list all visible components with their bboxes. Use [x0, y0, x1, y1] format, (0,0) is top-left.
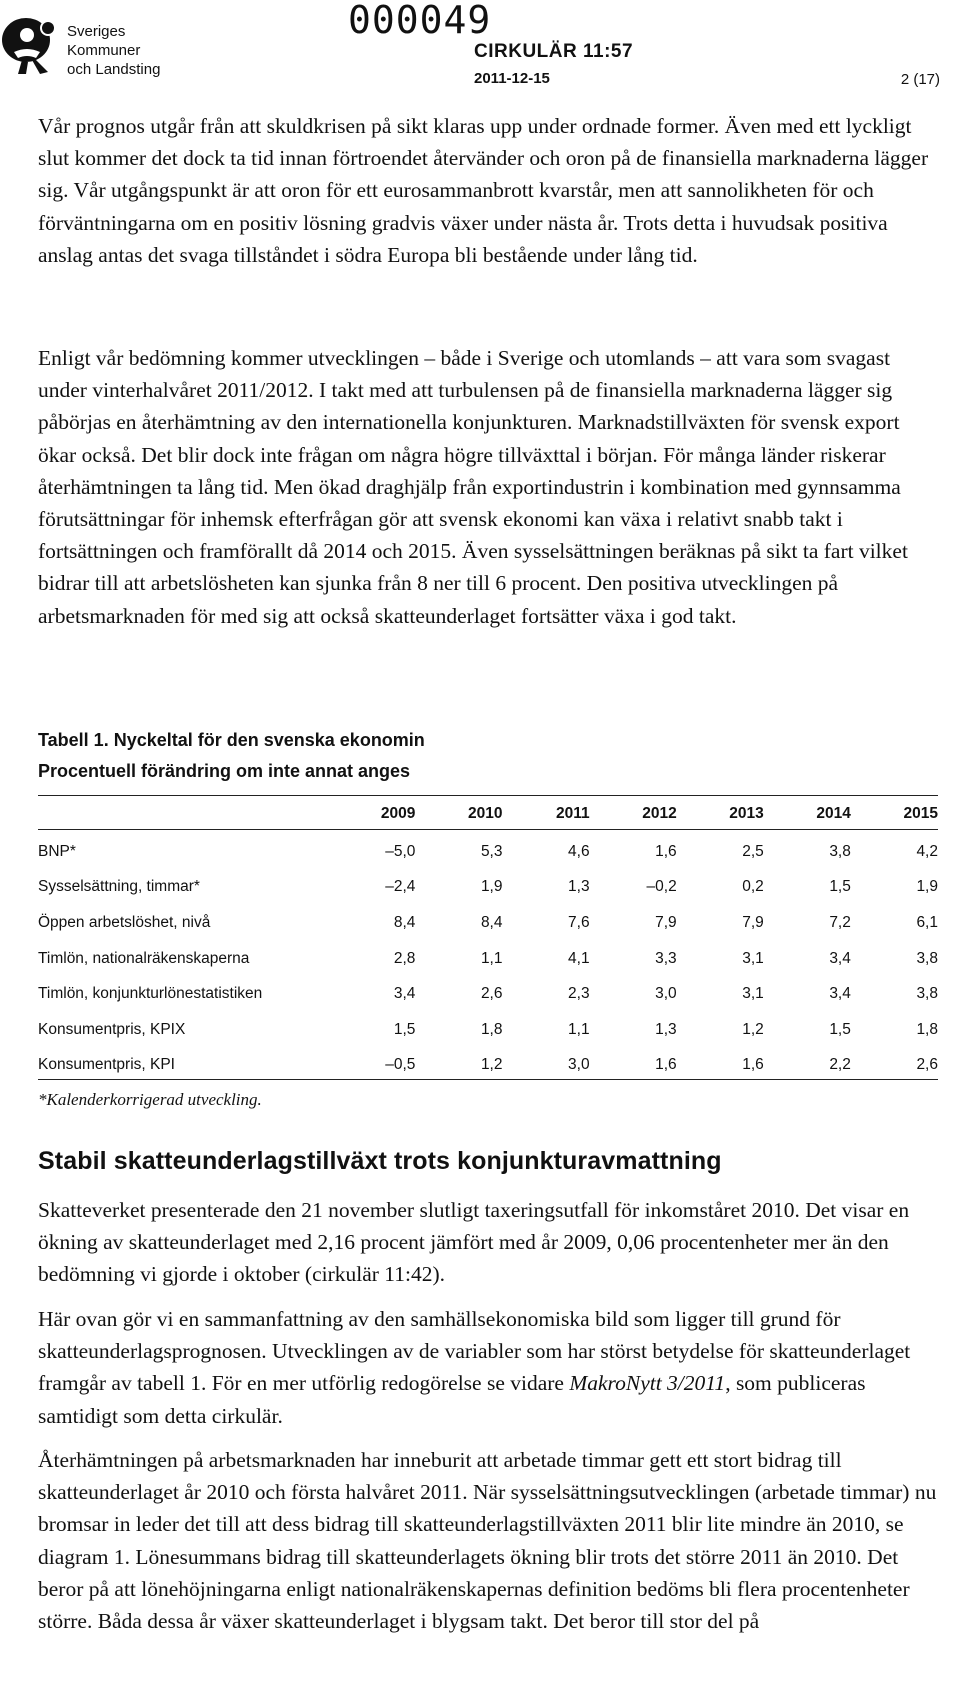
- org-line-1: Sveriges: [67, 23, 126, 40]
- table-cell: 1,6: [742, 1056, 764, 1074]
- table-cell: 7,9: [742, 913, 764, 931]
- row-label: BNP*: [38, 842, 76, 860]
- table-cell: 1,1: [568, 1020, 590, 1038]
- table-cell: 3,8: [916, 949, 938, 967]
- table-cell: 1,1: [480, 949, 503, 967]
- year-header: 2015: [903, 805, 938, 822]
- table-cell: 3,1: [742, 949, 764, 967]
- table-cell: 1,5: [393, 1020, 416, 1038]
- table-cell: 1,2: [742, 1020, 764, 1038]
- year-header: 2012: [642, 805, 677, 822]
- table-cell: 2,5: [742, 842, 764, 860]
- table-cell: 4,2: [916, 842, 938, 860]
- table-cell: 2,3: [568, 985, 590, 1003]
- table-row: [38, 905, 938, 941]
- table-top-rule: [38, 795, 938, 796]
- table-cell: 1,5: [829, 878, 851, 896]
- table-cell: 1,8: [916, 1020, 938, 1038]
- row-label: Öppen arbetslöshet, nivå: [38, 913, 211, 931]
- table-row: [38, 941, 938, 977]
- table-cell: 1,3: [568, 878, 590, 896]
- page-number: 2 (17): [900, 71, 940, 88]
- stamp-number: 000049: [348, 0, 492, 42]
- table-cell: 3,0: [655, 985, 677, 1003]
- table-cell: 1,9: [480, 878, 503, 896]
- year-header: 2013: [729, 805, 764, 822]
- table-cell: 7,9: [655, 913, 677, 931]
- org-line-2: Kommuner: [67, 42, 141, 59]
- table-cell: 2,6: [480, 985, 503, 1003]
- table-row: [38, 1012, 938, 1048]
- table-cell: 3,0: [568, 1056, 590, 1074]
- row-label: Timlön, konjunkturlönestatistiken: [38, 985, 263, 1003]
- table-cell: 3,8: [916, 985, 938, 1003]
- table-header-row: [38, 800, 938, 828]
- paragraph-summary: [38, 1303, 938, 1432]
- paragraph-assessment: Enligt vår bedömning kommer utvecklingen – både i Sverige och utomlands – att vara som svagast under vinterhalvåret 2011/2012. I takt med att turbulensen på de finansiella marknaderna lägger sig påbörjas en återhämtning av den internationella konjunkturen. Marknadstillväxten för svensk export ökar också. Det blir dock inte frågan om några högre tillväxttal i början. För många länder riskerar återhämtningen ta lång tid. Men ökad draghjälp från exportindustrin i kombination med gynnsamma förutsättningar för inhemsk efterfrågan gör att svensk ekonomi kan växa i relativt snabb takt i fortsättningen och framförallt då 2014 och 2015. Även sysselsättningen beräknas på sikt ta fart vilket bidrar till att arbetslösheten kan sjunka från 8 ner till 6 procent. Den positiva utvecklingen på arbetsmarknaden för med sig att också skatteunderlaget fortsätter växa i god takt.: [38, 346, 908, 628]
- section-heading: Stabil skatteunderlagstillväxt trots konjunkturavmattning: [38, 1147, 722, 1175]
- table-footnote: *Kalenderkorrigerad utveckling.: [38, 1090, 262, 1109]
- table-cell: 2,8: [393, 949, 416, 967]
- table-row: [38, 870, 938, 906]
- makronytt-reference: MakroNytt 3/2011: [569, 1371, 726, 1396]
- table-cell: 2,6: [916, 1056, 938, 1074]
- row-label: Konsumentpris, KPI: [38, 1056, 175, 1074]
- table-corner: [38, 800, 328, 828]
- table-row: [38, 834, 938, 870]
- table-cell: 3,3: [655, 949, 677, 967]
- summary-text-end: , som publiceras samtidigt som detta cirkulär.: [38, 1371, 866, 1428]
- table-cell: –2,4: [385, 878, 416, 896]
- year-header: 2011: [555, 805, 590, 822]
- circular-title: CIRKULÄR 11:57: [474, 41, 634, 62]
- key-figures-table: [38, 800, 938, 1083]
- table-cell: 2,2: [829, 1056, 851, 1074]
- table-cell: 7,2: [829, 913, 851, 931]
- table-cell: –0,2: [646, 878, 677, 896]
- table-cell: –0,5: [385, 1056, 416, 1074]
- table-cell: 3,1: [742, 985, 764, 1003]
- table-cell: 3,4: [393, 985, 416, 1003]
- year-header: 2009: [380, 805, 416, 822]
- org-line-3: och Landsting: [67, 61, 161, 78]
- row-label: Timlön, nationalräkenskaperna: [38, 949, 250, 967]
- table-cell: 1,2: [480, 1056, 503, 1074]
- table-cell: 1,6: [655, 1056, 677, 1074]
- row-label: Sysselsättning, timmar*: [38, 878, 200, 896]
- paragraph-tax-outcome: Skatteverket presenterade den 21 november slutligt taxeringsutfall för inkomståret 2010. Det visar en ökning av skatteunderlaget med 2,16 procent jämfört med år 2009, 0,06 procentenheter mer än den bedömning vi gjorde i oktober (cirkulär 11:42).: [38, 1198, 910, 1287]
- table-cell: 3,4: [829, 949, 851, 967]
- table-subcaption: Procentuell förändring om inte annat anges: [38, 761, 411, 781]
- paragraph-prognosis: Vår prognos utgår från att skuldkrisen på sikt klaras upp under ordnade former. Även med ett lyckligt slut kommer det dock ta tid innan förtroendet återvänder och oron på de finansiella marknaderna lägger sig. Vår utgångspunkt är att oron för ett eurosammanbrott kvarstår, men att sannolikheten för och förväntningarna om en positiv lösning gradvis växer under nästa år. Trots detta i huvudsak positiva anslag antas det svaga tillståndet i södra Europa bli bestående under lång tid.: [38, 114, 929, 267]
- table-cell: 5,3: [480, 842, 503, 860]
- table-row: [38, 1048, 938, 1084]
- paragraph-labour-market: Återhämtningen på arbetsmarknaden har inneburit att arbetade timmar gett ett stort bidrag till skatteunderlaget år 2010 och första halvåret 2011. När sysselsättningsutvecklingen (arbetade timmar) nu bromsar in leder det till att dess bidrag till skatteunderlagstillväxten 2011 blir lite mindre än 2010, se diagram 1. Lönesummans bidrag till skatteunderlagets ökning blir trots det större 2011 än 2010. Det beror på att lönehöjningarna enligt nationalräkenskapernas definition bedöms bli flera procentenheter större. Båda dessa år växer skatteunderlaget i blygsam takt. Det beror till stor del på: [38, 1448, 937, 1634]
- table-row: [38, 976, 938, 1012]
- table-cell: 3,4: [829, 985, 851, 1003]
- table-cell: 7,6: [568, 913, 590, 931]
- year-header: 2010: [468, 805, 503, 822]
- table-cell: 0,2: [742, 878, 764, 896]
- table-cell: 1,6: [655, 842, 677, 860]
- table-cell: –5,0: [385, 842, 416, 860]
- row-label: Konsumentpris, KPIX: [38, 1020, 186, 1038]
- year-header: 2014: [816, 805, 851, 822]
- table-cell: 4,6: [568, 842, 590, 860]
- table-cell: 8,4: [393, 913, 416, 931]
- organization-name: [67, 22, 160, 79]
- table-cell: 1,5: [829, 1020, 851, 1038]
- skl-logo-icon: [0, 16, 64, 74]
- table-caption: Tabell 1. Nyckeltal för den svenska ekonomin: [38, 730, 425, 750]
- summary-text-start: Här ovan gör vi en sammanfattning av den samhällsekonomiska bild som ligger till grund för skatteunderlagsprognosen. Utvecklingen av de variabler som har störst betydelse för skatteunderlaget framgår av tabell 1. För en mer utförlig redogörelse se vidare: [38, 1307, 911, 1396]
- table-cell: 4,1: [568, 949, 590, 967]
- table-cell: 1,3: [655, 1020, 677, 1038]
- table-body: [38, 828, 938, 1083]
- table-cell: 1,8: [480, 1020, 503, 1038]
- table-cell: 3,8: [829, 842, 851, 860]
- table-cell: 8,4: [480, 913, 503, 931]
- table-cell: 1,9: [916, 878, 938, 896]
- circular-date: 2011-12-15: [474, 70, 550, 87]
- table-cell: 6,1: [916, 913, 938, 931]
